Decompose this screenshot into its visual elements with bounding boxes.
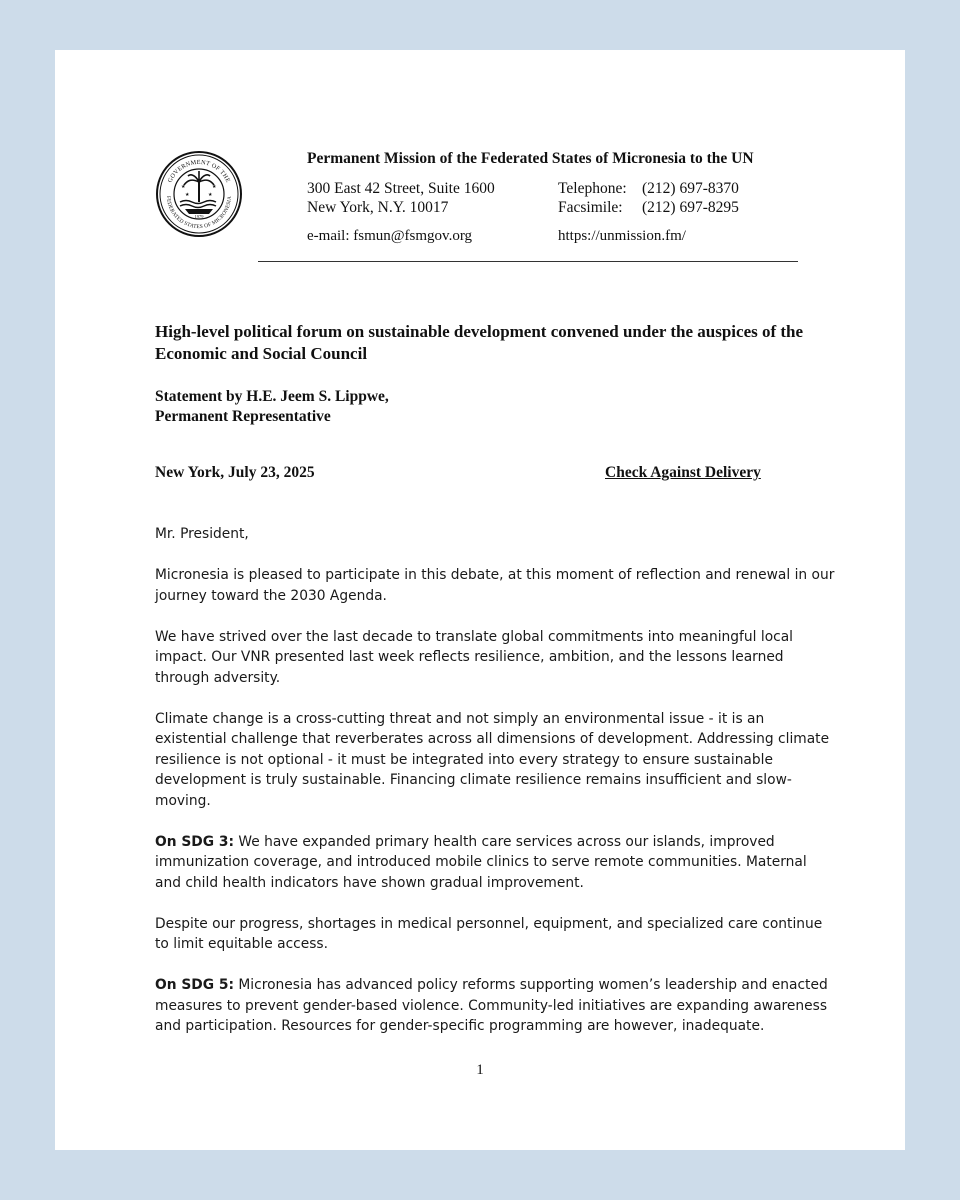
- speaker-block: [155, 387, 389, 427]
- svg-text:★: ★: [208, 193, 213, 198]
- svg-text:GOVERNMENT OF THE: GOVERNMENT OF THE: [166, 158, 232, 184]
- statement-title: High-level political forum on sustainable development convened under the auspices of the Economic and Social Council: [155, 322, 804, 363]
- facsimile-label: Facsimile:: [558, 199, 623, 216]
- letterhead-divider: [258, 261, 798, 262]
- website-link[interactable]: https://unmission.fm/: [558, 228, 686, 244]
- paragraph: Climate change is a cross-cutting threat and not simply an environmental issue - it is an existential challenge that reverberates across all dimensions of development. Addressing climate resilience is not optional - it must be integrated into every strategy to ensure sustainable development is truly sustainable. Financing climate resilience remains insufficient and slow-moving.: [155, 710, 830, 809]
- svg-text:1979: 1979: [194, 214, 204, 219]
- statement-body: [155, 524, 835, 1057]
- sdg5-text: Micronesia has advanced policy reforms supporting women’s leadership and enacted measures to prevent gender-based violence. Community-led initiatives are expanding awareness and participation. Resources for gender-specific programming are however, inadequate.: [155, 977, 828, 1034]
- dateline: New York, July 23, 2025: [155, 464, 315, 481]
- paragraph: Despite our progress, shortages in medical personnel, equipment, and specialized care continue to limit equitable access.: [155, 915, 823, 952]
- telephone: [558, 180, 739, 198]
- telephone-label: Telephone:: [558, 180, 627, 197]
- paragraph: We have strived over the last decade to translate global commitments into meaningful local impact. Our VNR presented last week reflects resilience, ambition, and the lessons learned through adversity.: [155, 628, 794, 686]
- speaker-role: Permanent Representative: [155, 408, 331, 425]
- salutation: Mr. President,: [155, 526, 249, 542]
- document-page: [55, 50, 905, 1150]
- speaker-name: Statement by H.E. Jeem S. Lippwe,: [155, 388, 389, 405]
- svg-text:★: ★: [185, 193, 190, 198]
- facsimile-value: (212) 697-8295: [642, 199, 739, 216]
- paragraph-sdg3: [155, 832, 835, 894]
- paragraph: Micronesia is pleased to participate in this debate, at this moment of reflection and renewal in our journey toward the 2030 Agenda.: [155, 567, 835, 604]
- facsimile: [558, 199, 739, 217]
- delivery-note: Check Against Delivery: [605, 464, 761, 481]
- svg-text:FEDERATED STATES OF MICRONESIA: FEDERATED STATES OF MICRONESIA: [164, 195, 234, 231]
- mission-name: Permanent Mission of the Federated States of Micronesia to the UN: [307, 150, 754, 167]
- address-line-1: 300 East 42 Street, Suite 1600: [307, 180, 495, 197]
- paragraph-sdg5: [155, 975, 835, 1037]
- telephone-value: (212) 697-8370: [642, 180, 739, 197]
- page-number: 1: [476, 1062, 484, 1078]
- sdg3-text: We have expanded primary health care services across our islands, improved immunization coverage, and introduced mobile clinics to serve remote communities. Maternal and child health indicators have shown gradual improvement.: [155, 833, 807, 891]
- sdg3-label: On SDG 3:: [155, 833, 234, 850]
- svg-text:★: ★: [212, 185, 217, 190]
- svg-text:★: ★: [181, 185, 186, 190]
- sdg5-label: On SDG 5:: [155, 977, 234, 993]
- address-line-2: New York, N.Y. 10017: [307, 199, 449, 216]
- email-address: e-mail: fsmun@fsmgov.org: [307, 228, 473, 244]
- fsm-seal-logo: [155, 150, 243, 238]
